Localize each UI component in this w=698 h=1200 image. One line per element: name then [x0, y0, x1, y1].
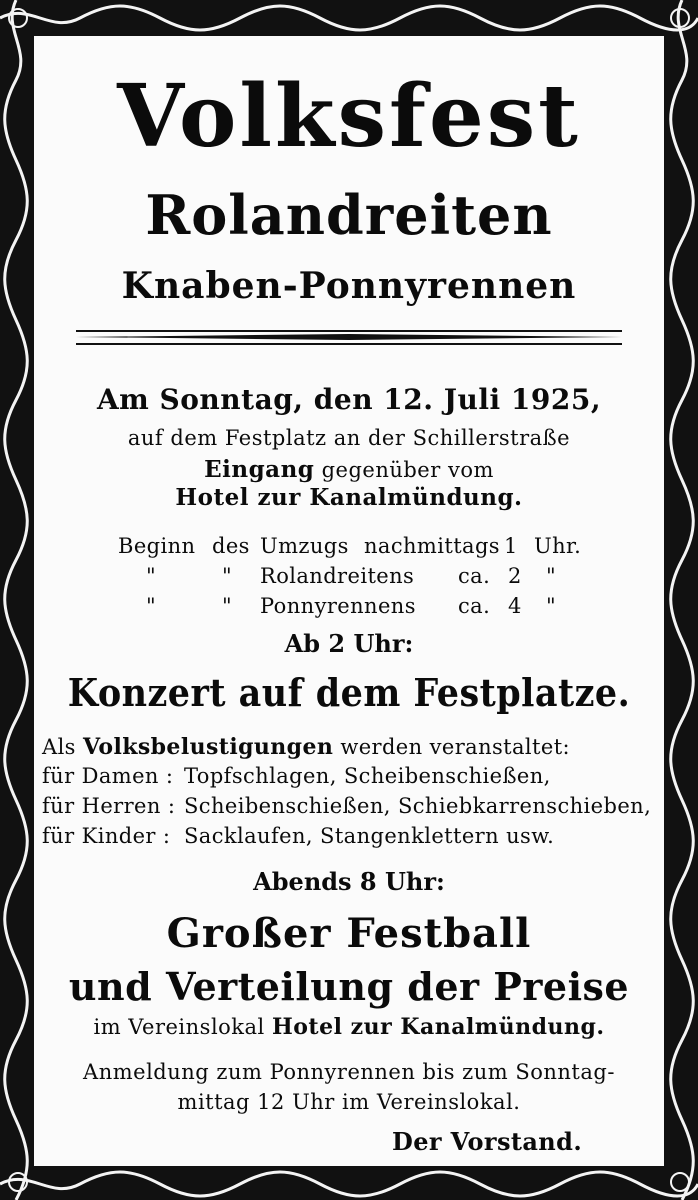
amusement-what-1: Topfschlagen, Scheibenschießen, — [184, 764, 551, 788]
evening-time: Abends 8 Uhr: — [253, 867, 445, 896]
entrance-line — [34, 458, 664, 481]
schedule-row-1-col4: nachmittags — [364, 534, 500, 558]
amusements-intro-bold: Volksbelustigungen — [82, 734, 334, 760]
amusements-intro-pre: Als — [42, 735, 76, 759]
schedule-row-2-col6: " — [546, 564, 557, 588]
schedule-row-1-col5: 1 — [504, 534, 518, 558]
concert-heading: Konzert auf dem Festplatze. — [67, 670, 631, 715]
amusement-who-3: für Kinder : — [42, 824, 171, 848]
entrance-label: Eingang — [204, 456, 315, 483]
amusement-what-3: Sacklaufen, Stangenklettern usw. — [184, 824, 555, 848]
registration-line-2: mittag 12 Uhr im Vereinslokal. — [177, 1090, 521, 1114]
amusement-who-2: für Herren : — [42, 794, 176, 818]
venue-pre: im Vereinslokal — [93, 1015, 265, 1039]
schedule-row-2-col5: 2 — [508, 564, 522, 588]
event-location: auf dem Festplatz an der Schillerstraße — [127, 426, 571, 450]
entrance-rest: gegenüber vom — [321, 458, 494, 482]
decorative-rule — [76, 326, 622, 348]
amusements-intro — [42, 736, 570, 758]
schedule-row-1-col3: Umzugs — [260, 534, 349, 558]
schedule-row-3-col3: Ponnyrennens — [260, 594, 416, 618]
schedule-row-1-col1: Beginn — [118, 534, 196, 558]
amusement-what-2: Scheibenschießen, Schiebkarrenschieben, — [184, 794, 652, 818]
ball-heading: Großer Festball — [166, 910, 532, 957]
schedule-row-3-col6: " — [546, 594, 557, 618]
schedule-row-2-col3: Rolandreitens — [260, 564, 415, 588]
schedule-row-2-col1: " — [146, 564, 157, 588]
schedule-row-3-col4: ca. — [458, 594, 491, 618]
venue-line — [34, 1016, 664, 1038]
venue-hotel: Hotel zur Kanalmündung. — [271, 1014, 605, 1040]
schedule-row-3-col1: " — [146, 594, 157, 618]
amusement-who-1: für Damen : — [42, 764, 174, 788]
schedule-row-1-col2: des — [212, 534, 250, 558]
registration-line-1: Anmeldung zum Ponnyrennen bis zum Sonntag- — [83, 1060, 615, 1084]
poster-title: Volksfest — [117, 66, 581, 167]
poster-body — [34, 36, 664, 1166]
schedule-row-3-col2: " — [222, 594, 233, 618]
poster-subtitle-rolandreiten: Rolandreiten — [145, 183, 553, 247]
schedule-row-2-col2: " — [222, 564, 233, 588]
schedule-row-3-col5: 4 — [508, 594, 522, 618]
amusements-intro-post: werden veranstaltet: — [340, 735, 571, 759]
hotel-name: Hotel zur Kanalmündung. — [175, 484, 523, 511]
event-date: Am Sonntag, den 12. Juli 1925, — [96, 383, 602, 416]
signature: Der Vorstand. — [392, 1127, 583, 1156]
schedule-row-2-col4: ca. — [458, 564, 491, 588]
poster-subtitle-ponyrace: Knaben-Ponnyrennen — [121, 265, 577, 307]
concert-time: Ab 2 Uhr: — [284, 629, 414, 658]
schedule-row-1-col6: Uhr. — [534, 534, 582, 558]
prizes-heading: und Verteilung der Preise — [68, 964, 630, 1009]
